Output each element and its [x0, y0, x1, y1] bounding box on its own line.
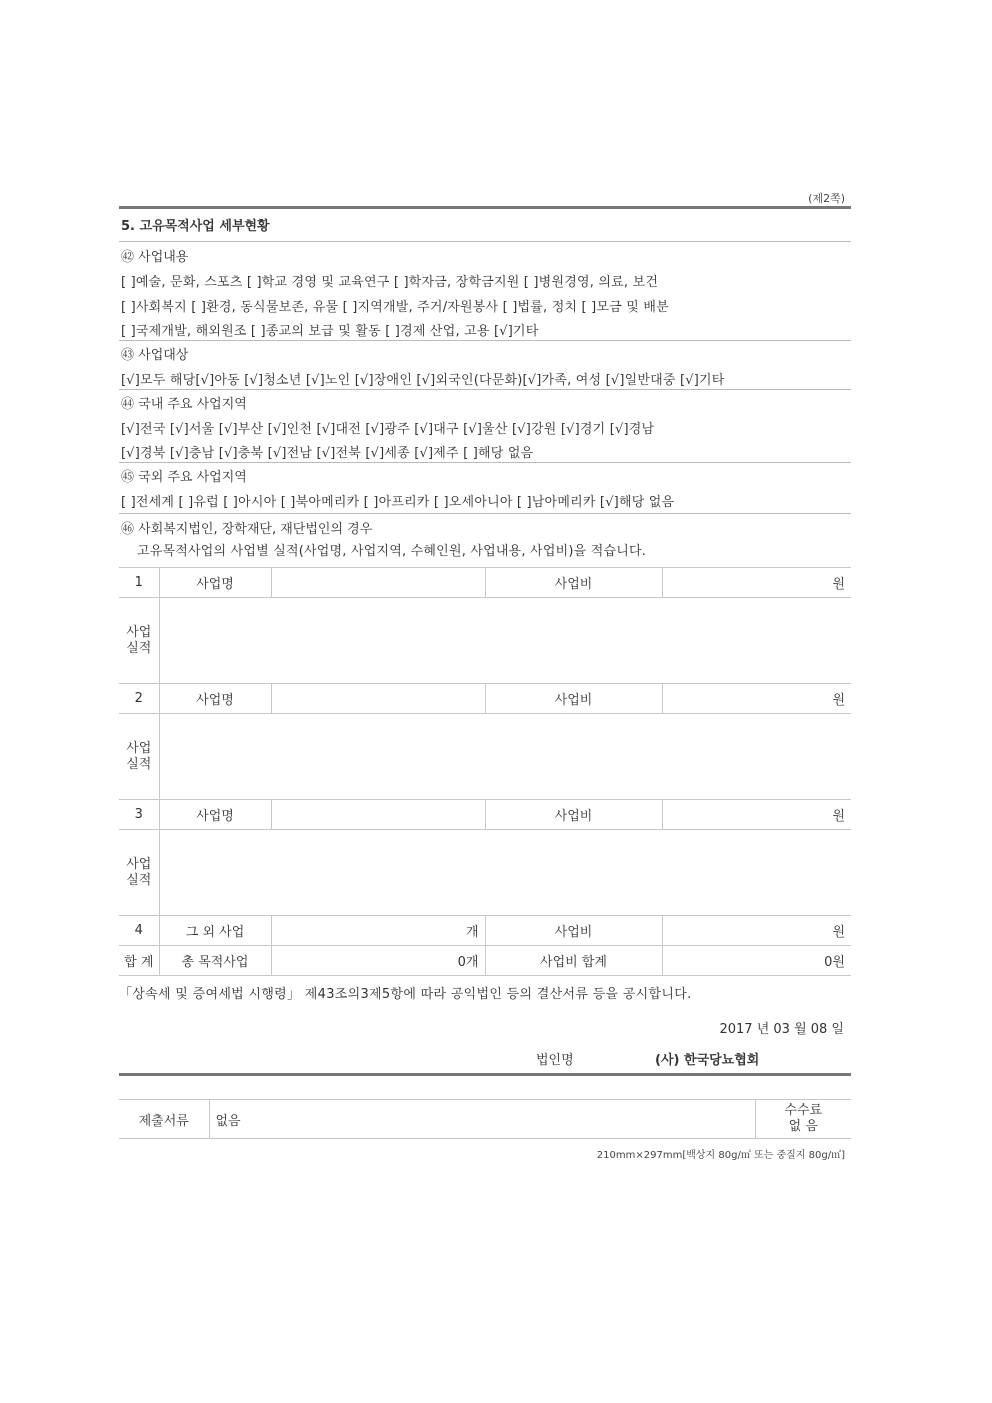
submission-value: 없음 [209, 1100, 755, 1139]
submission-table [119, 1099, 851, 1139]
total-label: 합 계 [119, 946, 159, 976]
divider [119, 389, 851, 390]
business-cost-label: 사업비 [485, 568, 662, 598]
overseas-region-heading: ㊺ 국외 주요 사업지역 [121, 470, 247, 485]
top-rule [119, 206, 851, 209]
fee-value: 없 음 [788, 1119, 818, 1134]
table-row [119, 916, 851, 946]
business-name-label: 사업명 [159, 800, 271, 830]
corporation-instruction: 고유목적사업의 사업별 실적(사업명, 사업지역, 수혜인원, 사업내용, 사업비)을 적습니다. [137, 544, 647, 559]
business-content-heading: ㊷ 사업내용 [121, 250, 189, 265]
business-cost-field[interactable] [662, 684, 851, 714]
page-number: (제2쪽) [808, 192, 845, 205]
domestic-region-heading: ㊹ 국내 주요 사업지역 [121, 397, 247, 412]
row-number: 3 [119, 800, 159, 830]
table-row [119, 684, 851, 714]
performance-label: 사업 실적 [119, 830, 159, 916]
total-cost-value: 0원 [662, 946, 851, 976]
row-number: 1 [119, 568, 159, 598]
other-business-count-field[interactable]: 개 [271, 916, 485, 946]
paper-spec: 210mm×297mm[백상지 80g/㎡ 또는 중질지 80g/㎡] [596, 1150, 845, 1161]
business-target-line: [√]모두 해당[√]아동 [√]청소년 [√]노인 [√]장애인 [√]외국인(다문화)[√]가족, 여성 [√]일반대중 [√]기타 [121, 373, 725, 388]
business-cost-field[interactable] [662, 916, 851, 946]
row-number: 4 [119, 916, 159, 946]
divider [119, 513, 851, 514]
table-row-total [119, 946, 851, 976]
business-content-line: [ ]국제개발, 해외원조 [ ]종교의 보급 및 활동 [ ]경제 산업, 고용 [√]기타 [121, 324, 539, 339]
business-cost-label: 사업비 [485, 916, 662, 946]
won-unit: 원 [832, 693, 845, 708]
business-performance-table [119, 567, 851, 976]
bottom-rule [119, 1073, 851, 1076]
business-content-line: [ ]사회복지 [ ]환경, 동식물보존, 유물 [ ]지역개발, 주거/자원봉사 [ ]법률, 정치 [ ]모금 및 배분 [121, 300, 669, 315]
business-name-label: 사업명 [159, 568, 271, 598]
performance-field[interactable] [159, 830, 851, 916]
fee-label: 수수료 [784, 1103, 823, 1118]
other-business-label: 그 외 사업 [159, 916, 271, 946]
performance-field[interactable] [159, 714, 851, 800]
business-name-field[interactable] [271, 684, 485, 714]
divider [119, 462, 851, 463]
divider [119, 340, 851, 341]
business-content-line: [ ]예술, 문화, 스포츠 [ ]학교 경영 및 교육연구 [ ]학자금, 장학금지원 [ ]병원경영, 의료, 보건 [121, 275, 659, 290]
performance-label: 사업 실적 [119, 714, 159, 800]
disclosure-statement: 「상속세 및 증여세법 시행령」 제43조의3제5항에 따라 공익법인 등의 결산서류 등을 공시합니다. [119, 987, 692, 1002]
business-name-field[interactable] [271, 800, 485, 830]
business-cost-field[interactable] [662, 800, 851, 830]
table-row [119, 714, 851, 800]
row-number: 2 [119, 684, 159, 714]
total-purpose-label: 총 목적사업 [159, 946, 271, 976]
total-purpose-count: 0개 [271, 946, 485, 976]
table-row [119, 800, 851, 830]
business-name-field[interactable] [271, 568, 485, 598]
submission-label: 제출서류 [119, 1100, 209, 1139]
corporation-name: (사) 한국당뇨협회 [655, 1053, 760, 1068]
business-name-label: 사업명 [159, 684, 271, 714]
domestic-region-line: [√]경북 [√]충남 [√]충북 [√]전남 [√]전북 [√]세종 [√]제주 [ ]해당 없음 [121, 446, 534, 461]
divider [119, 241, 851, 242]
overseas-region-line: [ ]전세계 [ ]유럽 [ ]아시아 [ ]북아메리카 [ ]아프리카 [ ]오세아니아 [ ]남아메리카 [√]해당 없음 [121, 495, 675, 510]
corporation-heading: ㊻ 사회복지법인, 장학재단, 재단법인의 경우 [121, 522, 373, 537]
table-row [119, 830, 851, 916]
table-row [119, 568, 851, 598]
domestic-region-line: [√]전국 [√]서울 [√]부산 [√]인천 [√]대전 [√]광주 [√]대구 [√]울산 [√]강원 [√]경기 [√]경남 [121, 422, 655, 437]
table-row [119, 1100, 851, 1139]
business-cost-label: 사업비 [485, 800, 662, 830]
won-unit: 원 [832, 577, 845, 592]
won-unit: 원 [832, 925, 845, 940]
fee-cell [755, 1100, 851, 1139]
total-cost-label: 사업비 합계 [485, 946, 662, 976]
performance-label: 사업 실적 [119, 598, 159, 684]
date: 2017 년 03 월 08 일 [719, 1022, 844, 1037]
corporation-label: 법인명 [536, 1053, 574, 1068]
performance-field[interactable] [159, 598, 851, 684]
business-cost-field[interactable] [662, 568, 851, 598]
section-title: 5. 고유목적사업 세부현황 [121, 219, 270, 234]
won-unit: 원 [832, 809, 845, 824]
table-row [119, 598, 851, 684]
business-target-heading: ㊸ 사업대상 [121, 348, 189, 363]
business-cost-label: 사업비 [485, 684, 662, 714]
